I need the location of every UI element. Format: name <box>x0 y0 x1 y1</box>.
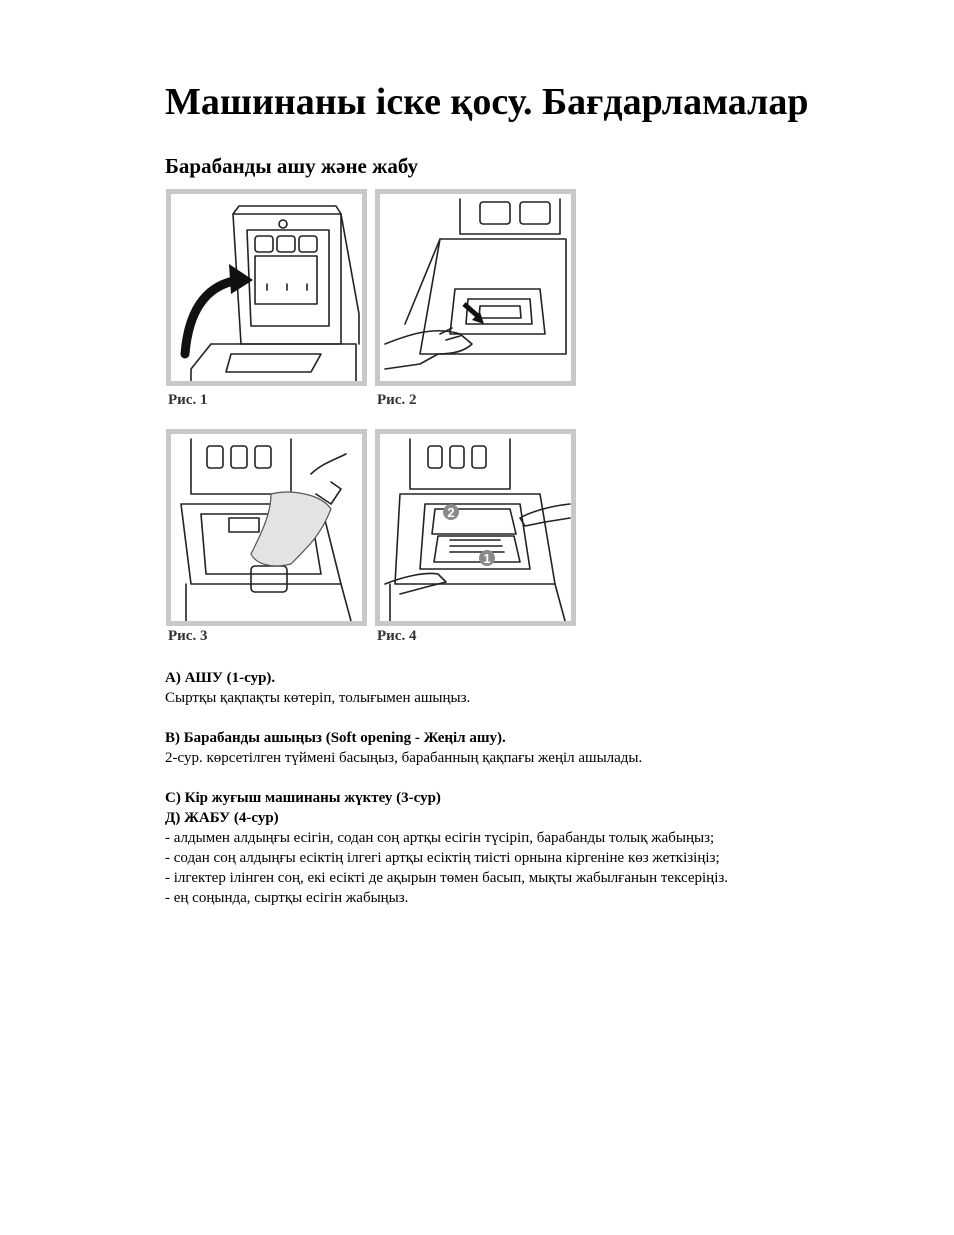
door-two-marker: 2 <box>447 505 455 520</box>
figure-3-caption: Рис. 3 <box>168 628 208 644</box>
figure-2-caption: Рис. 2 <box>377 392 417 408</box>
section-a-body: Сыртқы қақпақты көтеріп, толығымен ашыңыз. <box>165 690 471 706</box>
figure-4 <box>375 429 576 626</box>
closing-drum-doors-illustration <box>380 434 571 621</box>
loading-laundry-illustration <box>171 434 362 621</box>
open-lid-illustration <box>171 194 362 381</box>
section-a-heading: А) АШУ (1-сур). <box>165 670 276 686</box>
figure-2 <box>375 189 576 386</box>
figure-1 <box>166 189 367 386</box>
section-b-heading: В) Барабанды ашыңыз (Soft opening - Жеңіл ашу). <box>165 730 506 746</box>
figure-4-caption: Рис. 4 <box>377 628 417 644</box>
list-item: - ілгектер ілінген соң, екі есікті де ақырын төмен басып, мықты жабылғанын тексеріңіз. <box>165 870 729 886</box>
list-item: - ең соңында, сыртқы есігін жабыңыз. <box>165 890 409 906</box>
soft-opening-button-illustration <box>380 194 571 381</box>
figure-3 <box>166 429 367 626</box>
figure-1-caption: Рис. 1 <box>168 392 208 408</box>
door-one-marker: 1 <box>483 551 491 566</box>
section-c-heading: С) Кір жуғыш машинаны жүктеу (3-сур) <box>165 790 441 806</box>
list-item: - алдымен алдыңғы есігін, содан соң артқы есігін түсіріп, барабанды толық жабыңыз; <box>165 830 715 846</box>
section-subtitle: Барабанды ашу және жабу <box>165 154 419 178</box>
list-item: - содан соң алдыңғы есіктің ілгегі артқы есіктің тиісті орнына кіргеніне көз жеткізіңіз; <box>165 850 720 866</box>
section-b-body: 2-сур. көрсетілген түймені басыңыз, барабанның қақпағы жеңіл ашылады. <box>165 750 643 766</box>
instructions-text <box>165 668 865 908</box>
page-title: Машинаны іске қосу. Бағдарламалар <box>165 81 809 123</box>
section-d-heading: Д) ЖАБУ (4-сур) <box>165 810 279 826</box>
